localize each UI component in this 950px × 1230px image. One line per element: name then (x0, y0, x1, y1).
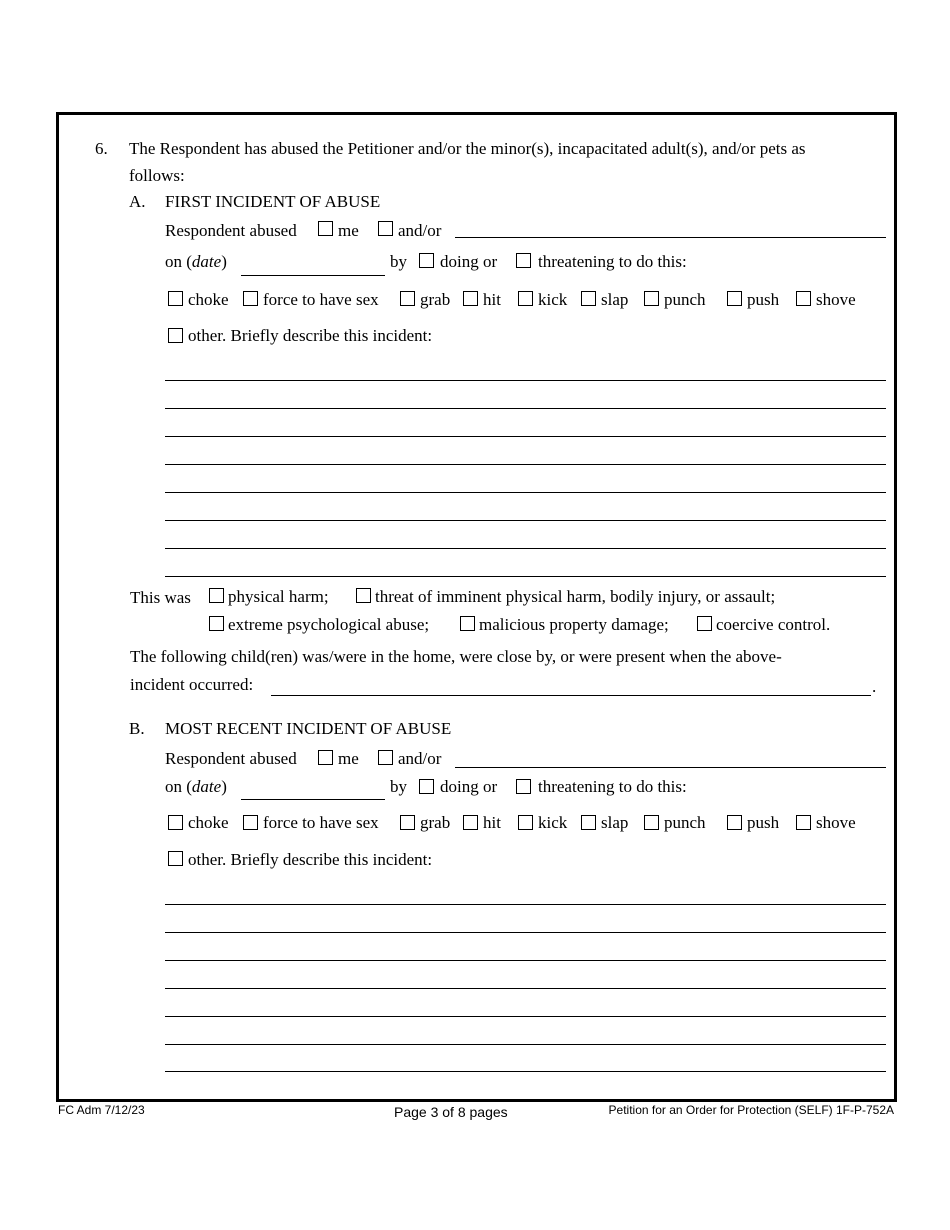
b-me-checkbox[interactable] (318, 750, 333, 765)
grab-label: grab (420, 290, 451, 309)
b-punch-checkbox[interactable] (644, 815, 659, 830)
a-doing-checkbox[interactable] (419, 253, 434, 268)
kick-label: kick (538, 813, 568, 832)
b-kick-checkbox[interactable] (518, 815, 533, 830)
threat-label: threat of imminent physical harm, bodily injury, or assault; (375, 587, 776, 606)
a-punch-checkbox[interactable] (644, 291, 659, 306)
kick-label: kick (538, 290, 568, 309)
shove-label: shove (816, 813, 856, 832)
children-period: . (872, 677, 877, 696)
threat-checkbox[interactable] (356, 588, 371, 603)
a-description-line[interactable] (165, 408, 886, 409)
coercive-checkbox[interactable] (697, 616, 712, 631)
on-date-label: on (date) (165, 252, 227, 271)
a-description-line[interactable] (165, 520, 886, 521)
section-b-title: MOST RECENT INCIDENT OF ABUSE (165, 719, 452, 738)
respondent-abused-label: Respondent abused (165, 221, 297, 240)
respondent-abused-label: Respondent abused (165, 749, 297, 768)
grab-label: grab (420, 813, 451, 832)
property-checkbox[interactable] (460, 616, 475, 631)
children-line1: The following child(ren) was/were in the home, were close by, or were present when the above- (130, 647, 782, 666)
slap-label: slap (601, 813, 629, 832)
a-kick-checkbox[interactable] (518, 291, 533, 306)
a-choke-checkbox[interactable] (168, 291, 183, 306)
other-label: other. Briefly describe this incident: (188, 850, 433, 869)
coercive-label: coercive control. (716, 615, 831, 634)
b-threatening-checkbox[interactable] (516, 779, 531, 794)
threatening-label: threatening to do this: (538, 252, 687, 271)
b-force-checkbox[interactable] (243, 815, 258, 830)
footer-form-code: FC Adm 7/12/23 (58, 1103, 145, 1117)
physical-harm-checkbox[interactable] (209, 588, 224, 603)
a-description-line[interactable] (165, 548, 886, 549)
me-label: me (338, 221, 359, 240)
force-label: force to have sex (263, 290, 379, 309)
item-number: 6. (95, 139, 108, 158)
a-hit-checkbox[interactable] (463, 291, 478, 306)
a-respondent-abused-field[interactable] (455, 237, 886, 238)
item-text-line2: follows: (129, 166, 185, 185)
punch-label: punch (664, 290, 706, 309)
b-description-line[interactable] (165, 1071, 886, 1072)
b-description-line[interactable] (165, 1016, 886, 1017)
b-other-checkbox[interactable] (168, 851, 183, 866)
footer-page-number: Page 3 of 8 pages (394, 1104, 508, 1120)
me-label: me (338, 749, 359, 768)
psychological-label: extreme psychological abuse; (228, 615, 430, 634)
by-label: by (390, 252, 407, 271)
other-label: other. Briefly describe this incident: (188, 326, 433, 345)
psychological-checkbox[interactable] (209, 616, 224, 631)
a-description-line[interactable] (165, 380, 886, 381)
choke-label: choke (188, 290, 229, 309)
section-a-letter: A. (129, 192, 146, 211)
b-description-line[interactable] (165, 1044, 886, 1045)
a-other-checkbox[interactable] (168, 328, 183, 343)
shove-label: shove (816, 290, 856, 309)
threatening-label: threatening to do this: (538, 777, 687, 796)
b-grab-checkbox[interactable] (400, 815, 415, 830)
children-line2: incident occurred: (130, 675, 254, 694)
b-choke-checkbox[interactable] (168, 815, 183, 830)
a-force-checkbox[interactable] (243, 291, 258, 306)
a-description-line[interactable] (165, 576, 886, 577)
a-and-or-checkbox[interactable] (378, 221, 393, 236)
b-doing-checkbox[interactable] (419, 779, 434, 794)
b-slap-checkbox[interactable] (581, 815, 596, 830)
b-push-checkbox[interactable] (727, 815, 742, 830)
item-text-line1: The Respondent has abused the Petitioner and/or the minor(s), incapacitated adult(s), and/or pets as (129, 139, 806, 158)
push-label: push (747, 290, 780, 309)
a-me-checkbox[interactable] (318, 221, 333, 236)
a-shove-checkbox[interactable] (796, 291, 811, 306)
property-label: malicious property damage; (479, 615, 669, 634)
b-and-or-checkbox[interactable] (378, 750, 393, 765)
punch-label: punch (664, 813, 706, 832)
section-a-title: FIRST INCIDENT OF ABUSE (165, 192, 381, 211)
b-description-line[interactable] (165, 904, 886, 905)
a-threatening-checkbox[interactable] (516, 253, 531, 268)
footer-form-title: Petition for an Order for Protection (SELF) 1F-P-752A (608, 1103, 894, 1117)
a-push-checkbox[interactable] (727, 291, 742, 306)
a-date-field[interactable] (241, 275, 385, 276)
b-shove-checkbox[interactable] (796, 815, 811, 830)
hit-label: hit (483, 290, 501, 309)
slap-label: slap (601, 290, 629, 309)
doing-or-label: doing or (440, 777, 498, 796)
section-b-letter: B. (129, 719, 145, 738)
and-or-label: and/or (398, 221, 442, 240)
push-label: push (747, 813, 780, 832)
b-respondent-abused-field[interactable] (455, 767, 886, 768)
doing-or-label: doing or (440, 252, 498, 271)
this-was-label: This was (130, 588, 191, 607)
b-hit-checkbox[interactable] (463, 815, 478, 830)
b-date-field[interactable] (241, 799, 385, 800)
a-slap-checkbox[interactable] (581, 291, 596, 306)
force-label: force to have sex (263, 813, 379, 832)
by-label: by (390, 777, 407, 796)
a-description-line[interactable] (165, 436, 886, 437)
physical-harm-label: physical harm; (228, 587, 329, 606)
on-date-label: on (date) (165, 777, 227, 796)
a-description-line[interactable] (165, 492, 886, 493)
b-description-line[interactable] (165, 988, 886, 989)
and-or-label: and/or (398, 749, 442, 768)
a-grab-checkbox[interactable] (400, 291, 415, 306)
a-description-line[interactable] (165, 464, 886, 465)
hit-label: hit (483, 813, 501, 832)
choke-label: choke (188, 813, 229, 832)
b-description-line[interactable] (165, 932, 886, 933)
b-description-line[interactable] (165, 960, 886, 961)
children-field[interactable] (271, 695, 871, 696)
